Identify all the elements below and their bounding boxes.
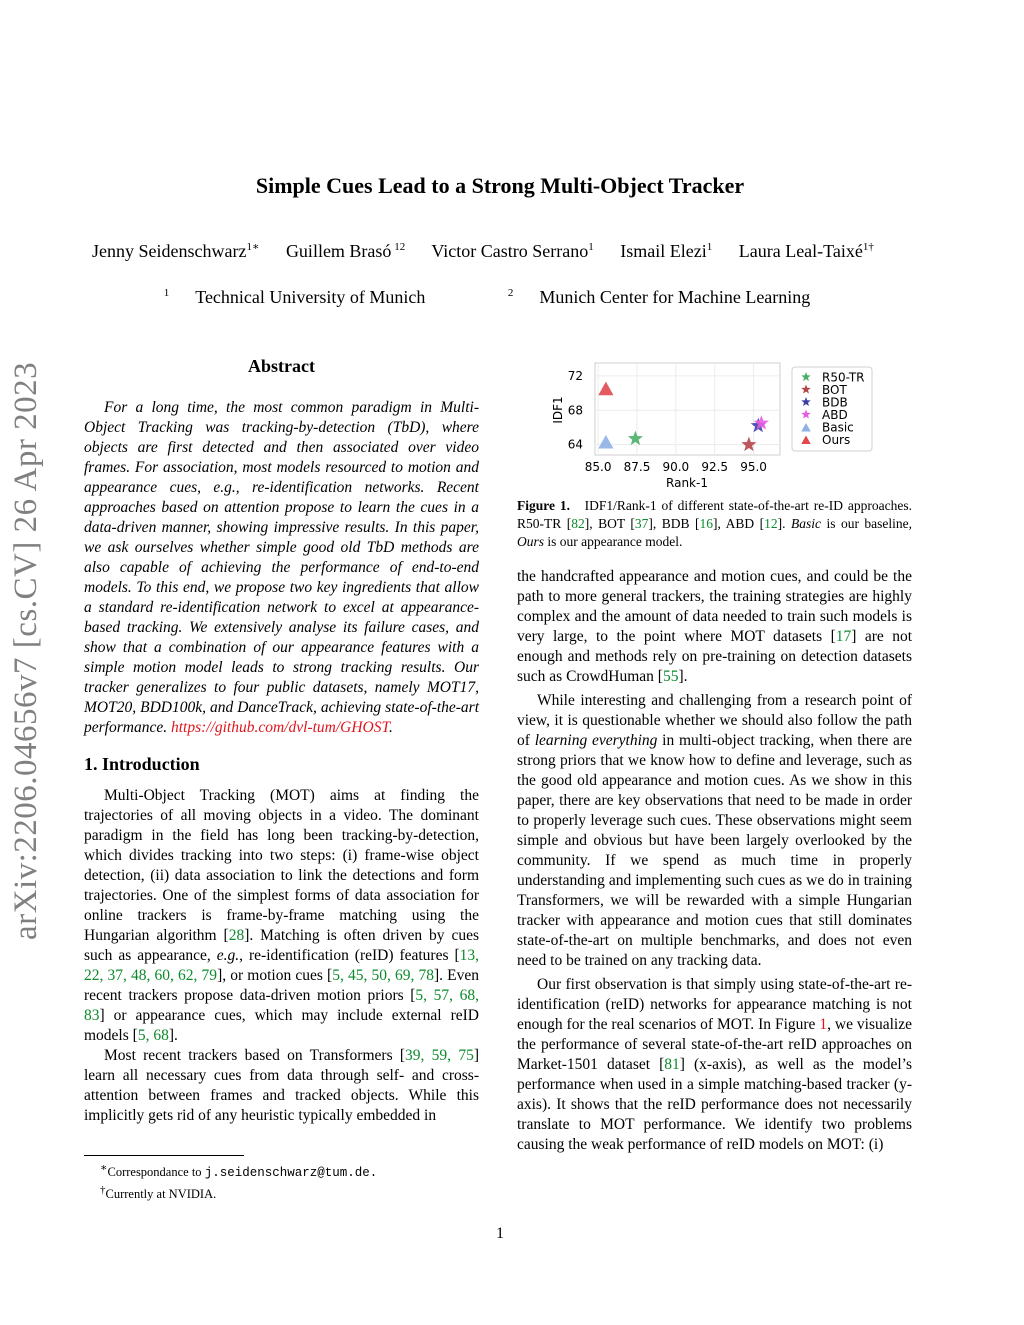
citation[interactable]: 5, 68 — [137, 1027, 169, 1044]
chart-plot-area — [551, 363, 780, 490]
legend-label-bdb: BDB — [822, 395, 848, 410]
x-tick-label: 95.0 — [740, 460, 767, 474]
citation[interactable]: 82 — [571, 516, 585, 531]
figure-1-caption: Figure 1. IDF1/Rank-1 of different state-of-the-art re-ID approaches. R50-TR [82], BOT [37], BDB [16], ABD [12]. Basic is our baseline, Ours is our appearance model. — [517, 498, 913, 549]
section-heading-introduction: 1. Introduction — [84, 754, 200, 774]
citation[interactable]: 13, 22, 37, 48, 60, 62, 79 — [84, 947, 480, 984]
legend-label-bot: BOT — [822, 383, 847, 397]
author-5: Laura Leal-Taixé$^{1\dagger}$ — [738, 241, 874, 261]
citation[interactable]: 55 — [662, 668, 679, 685]
x-tick-labels — [585, 460, 767, 474]
footnote-rule — [84, 1155, 244, 1156]
legend-label-ours: Ours — [822, 433, 851, 447]
legend-label-basic: Basic — [822, 420, 854, 435]
citation[interactable]: 5, 45, 50, 69, 78 — [332, 967, 434, 984]
author-list — [92, 240, 962, 262]
citation[interactable]: 5, 57, 68, 83 — [84, 987, 479, 1024]
author-4: Ismail Elezi$^1$ — [620, 241, 713, 261]
y-tick-label: 72 — [567, 368, 583, 383]
y-tick-labels — [568, 369, 583, 452]
affiliations — [0, 287, 1000, 308]
caption-label: Figure 1. — [517, 498, 570, 513]
right-column — [517, 567, 912, 1155]
citation[interactable]: 16 — [699, 516, 713, 531]
affiliation-1: $^1$ Technical University of Munich — [163, 287, 426, 307]
footnote-1: ∗Correspondance to j.seidenschwarz@tum.de. — [100, 1162, 378, 1181]
x-tick-label: 85.0 — [584, 460, 612, 474]
right-paragraph-1: the handcrafted appearance and motion cues, and could be the path to more general trackers, the training strategies are highly complex and the amount of data needed to train such models is very large, to the point where MOT datasets [17] are not enough and methods rely on pre-training on detection datasets such as CrowdHuman [55]. — [517, 568, 912, 685]
y-tick-label: 64 — [567, 437, 583, 452]
x-tick-label: 90.0 — [662, 460, 690, 474]
x-tick-label: 92.5 — [701, 460, 729, 474]
right-paragraph-3: Our first observation is that simply using state-of-the-art re-identification (reID) networks for appearance matching is not enough for the real scenarios of MOT. In Figure 1, we visualize the performance of several state-of-the-art reID approaches on Market-1501 dataset [81] (x-axis), as well as the model’s performance when used in a simple matching-based tracker (y-axis). It shows that the reID performance does not necessarily translate to MOT performance. We identify two problems causing the weak performance of reID models on MOT: (i) — [517, 976, 913, 1153]
page-number: 1 — [496, 1225, 504, 1242]
author-1: Jenny Seidenschwarz$^{1∗}$ — [92, 241, 260, 261]
y-axis-label: IDF1 — [551, 396, 565, 424]
left-column — [84, 356, 479, 1126]
citation[interactable]: 39, 59, 75 — [405, 1047, 474, 1064]
affiliation-2: $^2$ Munich Center for Machine Learning — [507, 287, 811, 307]
citation[interactable]: 37 — [634, 516, 649, 531]
abstract-text: For a long time, the most common paradigm in Multi-Object Tracking was tracking-by-detection (TbD), where objects are first detected and then associated over video frames. For association, most models resourced to motion and appearance cues, e.g., re-identification networks. Recent approaches based on attention propose to learn the cues in a data-driven manner, showing impressive results. In this paper, we ask ourselves whether simple good old TbD methods are also capable of achieving the performance of end-to-end models. To this end, we propose two key ingredients that allow a standard re-identification network to excel at appearance-based tracking. We extensively analyse its failure cases, and show that a combination of our appearance features with a simple motion model leads to strong tracking results. Our tracker generalizes to four public datasets, namely MOT17, MOT20, BDD100k, and DanceTrack, achieving state-of-the-art performance. — [84, 399, 479, 736]
figure-reference[interactable]: 1 — [819, 1016, 828, 1033]
footnotes — [100, 1160, 480, 1203]
email[interactable]: j.seidenschwarz@tum.de. — [204, 1166, 378, 1181]
citation[interactable]: 17 — [835, 628, 852, 645]
abstract-heading: Abstract — [248, 356, 315, 376]
paper-title: Simple Cues Lead to a Strong Multi-Object Tracker — [255, 173, 745, 198]
intro-paragraph-1: Multi-Object Tracking (MOT) aims at finding the trajectories of all moving objects in a video. The dominant paradigm in the field has long been tracking-by-detection, which divides tracking into two steps: (i) frame-wise object detection, (ii) data association to link the detections and form trajectories. One of the simplest forms of data association for online trackers is frame-by-frame matching using the Hungarian algorithm [28]. Matching is often driven by cues such as appearance, e.g., re-identification (reID) features [13, 22, 37, 48, 60, 62, 79], or motion cues [5, 45, 50, 69, 78]. Even recent trackers propose data-driven motion priors [5, 57, 68, 83] or appearance cues, which may include external reID models [5, 68]. — [84, 787, 480, 1044]
intro-paragraph-2: Most recent trackers based on Transformers [39, 59, 75] learn all necessary cues from data through self- and cross-attention between frames and tracked objects. While this implicitly gets rid of any heuristic typically embedded in — [84, 1047, 479, 1124]
citation[interactable]: 12 — [764, 516, 778, 531]
github-link[interactable]: https://github.com/dvl-tum/GHOST — [170, 719, 389, 736]
arxiv-identifier: arXiv:2206.04656v7 [cs.CV] 26 Apr 2023 — [8, 361, 44, 940]
citation[interactable]: 81 — [664, 1056, 680, 1073]
chart-legend — [792, 367, 872, 451]
right-paragraph-2: While interesting and challenging from a research point of view, it is questionable whether we should also follow the path of learning everything in multi-object tracking, when there are strong priors that we know how to define and leverage, such as the good old appearance and motion cues. As we show in this paper, there are key observations that need to be made in order to properly leverage such cues. These observations might seem simple and obvious but have been largely overlooked by the community. If we spend as much time in properly understanding and implementing such cues as we do in training Transformers, we will be rewarded with a simple Hungarian tracker with appearance and motion cues that still dominates state-of-the-art on multiple benchmarks, and does not even need to be trained on any tracking data. — [517, 692, 912, 969]
author-3: Victor Castro Serrano$^1$ — [431, 241, 594, 261]
footnote-2: †Currently at NVIDIA. — [100, 1184, 217, 1202]
intro-body — [84, 786, 479, 1126]
abstract-body: For a long time, the most common paradigm in Multi-Object Tracking was tracking-by-detection (TbD), where objects are first detected and then associated over video frames. For association, most models resourced to motion and appearance cues, e.g., re-identification networks. Recent approaches based on attention propose to learn the cues in a data-driven manner, showing impressive results. In this paper, we ask ourselves whether simple good old TbD methods are also capable of achieving the performance of end-to-end models. To this end, we propose two key ingredients that allow a standard re-identification network to excel at appearance-based tracking. We extensively analyse its failure cases, and show that a combination of our appearance features with a simple motion model leads to strong tracking results. Our tracker generalizes to four public datasets, namely MOT17, MOT20, BDD100k, and DanceTrack, achieving state-of-the-art performance. https://github.com/dvl-tum/GHOST. — [84, 399, 479, 736]
x-axis-label: Rank-1 — [666, 476, 708, 490]
plot-frame — [595, 363, 780, 455]
author-2: Guillem Brasó $^{12}$ — [285, 241, 406, 261]
x-tick-label: 87.5 — [623, 460, 651, 474]
figure-1-chart — [540, 360, 885, 490]
legend-label-r50-tr: R50-TR — [822, 370, 865, 385]
y-tick-label: 68 — [567, 403, 583, 418]
citation[interactable]: 28 — [228, 927, 245, 944]
legend-label-abd: ABD — [822, 408, 848, 422]
